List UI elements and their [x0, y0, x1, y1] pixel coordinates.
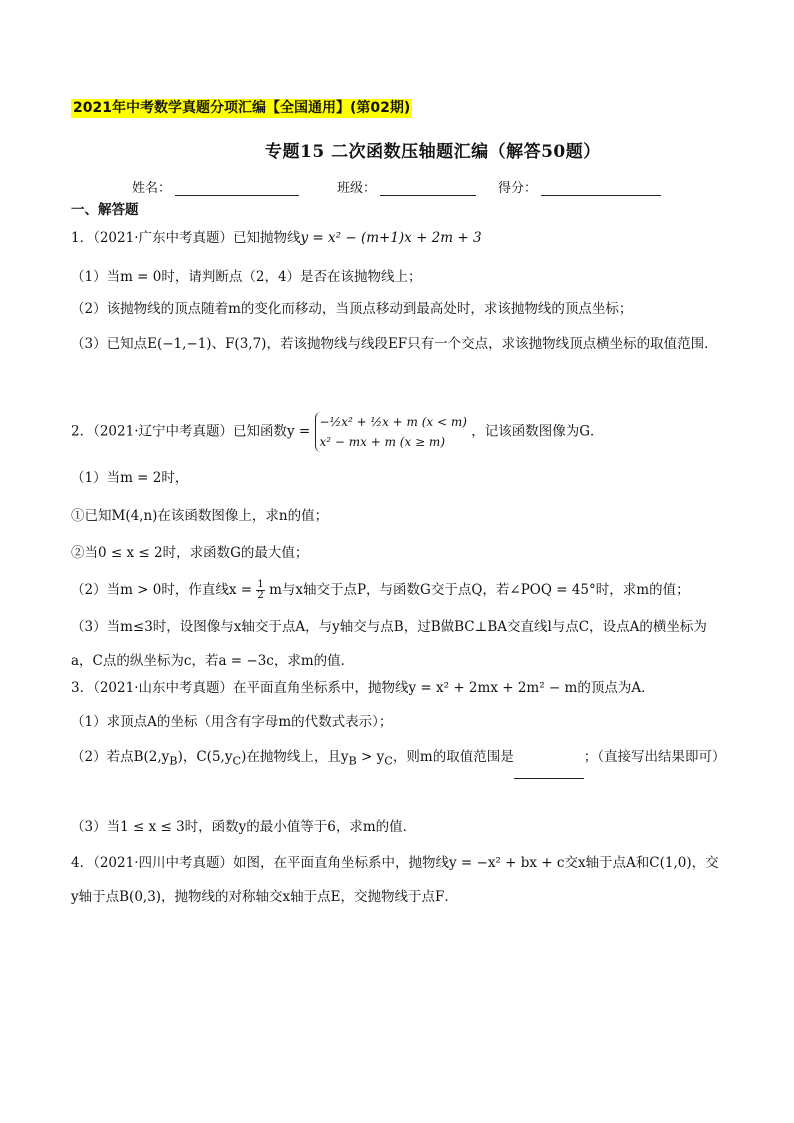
section-heading: 一、解答题 — [71, 202, 139, 218]
score-blank[interactable] — [541, 181, 661, 196]
question-2-part-2: （2）当m > 0时，作直线x = $\frac{1}{2}$ m与x轴交于点P，与函数G交于点Q，若∠POQ = 45°时，求m的值； — [71, 579, 690, 601]
q2-fraction: $\frac{1}{2}$ — [257, 579, 264, 601]
name-blank[interactable] — [175, 181, 299, 196]
class-field — [337, 177, 476, 196]
question-2-part-1a: ①已知M(4,n)在该函数图像上，求n的值； — [71, 508, 329, 524]
q1-formula: y = x² − (m+1)x + 2m + 3 — [300, 230, 482, 246]
score-label: 得分： — [498, 181, 538, 196]
class-blank[interactable] — [380, 181, 476, 196]
document-title: 专题15 二次函数压轴题汇编（解答50题） — [265, 142, 601, 162]
score-field — [498, 177, 661, 196]
question-2-stem: 2．（2021·辽宁中考真题）已知函数y = −½x² + ½x + m (x < m) x² − mx + m (x ≥ m) ，记该函数图像为G． — [71, 412, 604, 452]
question-3-part-1: （1）求顶点A的坐标（用含有字母m的代数式表示）； — [71, 714, 393, 730]
question-3-part-3: （3）当1 ≤ x ≤ 3时，函数y的最小值等于6，求m的值． — [71, 819, 417, 835]
question-4-stem: 4．（2021·四川中考真题）如图，在平面直角坐标系中，抛物线y = −x² + bx + c交x轴于点A和C(1,0)，交y轴于点B(0,3)，抛物线的对称轴交x轴于点E，交抛物线于点F． — [71, 855, 719, 905]
name-label: 姓名： — [132, 181, 172, 196]
name-field — [132, 177, 299, 196]
question-1-part-3: （3）已知点E(−1,−1)、F(3,7)，若该抛物线与线段EF只有一个交点，求该抛物线顶点横坐标的取值范围． — [71, 336, 718, 352]
question-1-stem: 1．（2021·广东中考真题）已知抛物线y = x² − (m+1)x + 2m + 3 — [71, 230, 482, 246]
class-label: 班级： — [337, 181, 377, 196]
q2-piecewise: −½x² + ½x + m (x < m) x² − mx + m (x ≥ m) — [315, 412, 467, 452]
question-2-part-1b: ②当0 ≤ x ≤ 2时，求函数G的最大值； — [71, 545, 309, 561]
series-tag: 2021年中考数学真题分项汇编【全国通用】(第02期) — [73, 100, 411, 116]
question-3-part-2: （2）若点$B(2,y_B)$，$C(5,y_C)$在抛物线上，且$y_B > y_C$，则m的取值范围是 ；（直接写出结果即可） — [71, 740, 726, 779]
question-3-stem: 3．（2021·山东中考真题）在平面直角坐标系中，抛物线y = x² + 2mx + 2m² − m的顶点为A． — [71, 680, 655, 696]
question-2-part-1: （1）当m = 2时， — [71, 470, 189, 486]
question-1-part-2: （2）该抛物线的顶点随着m的变化而移动，当顶点移动到最高处时，求该抛物线的顶点坐标； — [71, 301, 633, 317]
question-1-part-1: （1）当m = 0时，请判断点（2，4）是否在该抛物线上； — [71, 269, 422, 285]
answer-blank[interactable] — [514, 764, 584, 779]
question-2-part-3: （3）当m≤3时，设图像与x轴交于点A，与y轴交与点B，过B做BC⊥BA交直线l与点C，设点A的横坐标为a，C点的纵坐标为c，若a = −3c，求m的值． — [71, 619, 707, 669]
